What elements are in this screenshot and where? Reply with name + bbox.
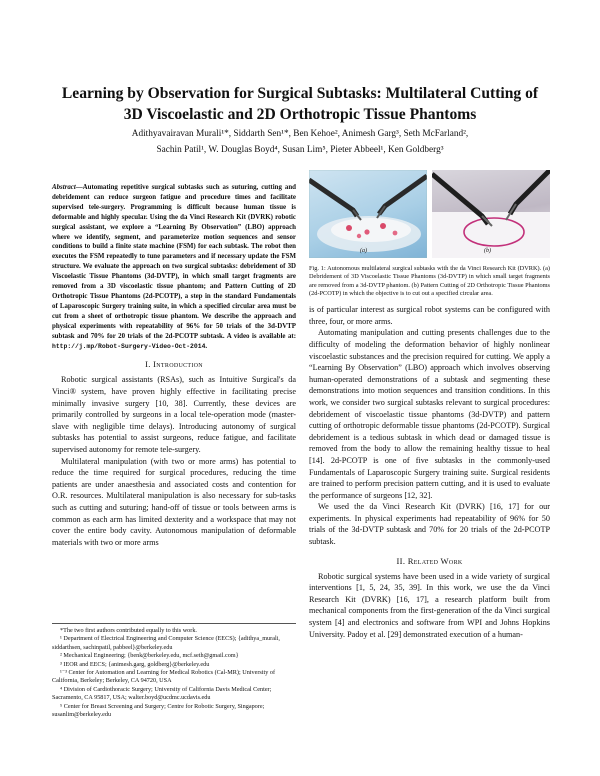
footnote: ¹⁻³ Center for Automation and Learning for Medical Robotics (Cal-MR); University of California, Berkeley; Berkeley, CA 94720, USA — [52, 669, 276, 685]
intro-paragraph-1: Robotic surgical assistants (RSAs), such as Intuitive Surgical's da Vinci® system, have proven highly effective in facilitating precise minimally invasive surgery [10, 38]. Currently, these devices are primarily controlled by surgeons in a local tele-operation mode (master-slave with negligible time delays). Introducing autonomy of surgical subtasks has potential to assist surgeons, reduce fatigue, and facilitate supervised autonomy for remote tele-surgery. — [52, 375, 296, 454]
video-link[interactable]: http://j.mp/Robot-Surgery-Video-Oct-2014 — [52, 342, 206, 350]
right-paragraph-2: Automating manipulation and cutting presents challenges due to the difficulty of modeling the deformation behavior of highly nonlinear viscoelastic substances and the precision required for cutting. We apply a “Learning By Observation” (LBO) approach which involves observing human-operated demonstrations of a subtask and segmenting these demonstrations into motion sequences and transition conditions. In this work, we consider two surgical subtasks relevant to surgical procedures: debridement of viscoelastic tissue phantoms (3d-DVTP) and pattern cutting of orthotropic deformable tissue phantoms (2d-PCOTP). Surgical debridement is a tedious subtask in which dead or damaged tissue is removed from the body to allow the remaining healthy tissue to heal [14]. 2d-PCOTP is one of five subtasks in the commonly-used Fundamentals of Laparoscopic Surgery training suite. Surgical residents are trained to perform precision pattern cutting, and it is used to evaluate the performance of surgeons [12, 32]. — [309, 328, 550, 500]
abstract: Abstract—Automating repetitive surgical subtasks such as suturing, cutting and debridement can reduce surgeon fatigue and procedure times and facilitate supervised tele-surgery. Programming is difficult because human tissue is deformable and highly specular. Using the da Vinci Research Kit (DVRK) robotic surgical assistant, we explore a “Learning By Observation” (LBO) approach where we identify, segment, and parameterize motion sequences and sensor conditions to build a finite state machine (FSM) for each subtask. The robot then executes the FSM repeatedly to tune parameters and if necessary update the FSM structure. We evaluate the approach on two surgical subtasks: debridement of 3D Viscoelastic Tissue Phantoms (3d-DVTP), in which small target fragments are removed from a 3D viscoelastic tissue phantom; and Pattern Cutting of 2D Orthotropic Tissue Phantoms (2d-PCOTP), a step in the standard Fundamentals of Laparoscopic Surgery training suite, in which a specified circular area must be cut from a sheet of orthotropic tissue phantom. We describe the approach and physical experiments with repeatability of 96% for 50 trials of the 3d-DVTP subtask and 70% for 20 trials of the 2d-PCOTP subtask. A video is available at: http://j.mp/Robot-Surgery-Video-Oct-2014. — [52, 184, 296, 350]
figure-caption: Fig. 1: Autonomous multilateral surgical subtasks with the da Vinci Research Kit (DVRK). (a) Debridement of 3D Viscoelastic Tissue Phantoms (3d-DVTP) in which small target fragments are removed from a 3d-DVTP phantom. (b) Pattern Cutting of 2D Orthotropic Tissue Phantoms (2d-PCOTP) in which the objective is to cut out a specified circular area. — [309, 265, 550, 297]
intro-paragraph-2: Multilateral manipulation (with two or more arms) has potential to reduce the time required for surgical procedures, reducing the time patients are under anaesthesia and associated costs and contention for O.R. resources. Multilateral manipulation is also necessary for sub-tasks such as cutting and suturing; hand-off of tissue or tools between arms is common as each arm has limited dexterity and a workspace that may not cover the entire body cavity. Autonomous manipulation of deformable materials with two or more arms — [52, 456, 296, 547]
footnotes — [52, 623, 296, 719]
section-1-title: Introduction — [153, 359, 203, 370]
section-2-number: II. — [396, 555, 406, 566]
footnote: ¹ Department of Electrical Engineering and Computer Science (EECS); {adithya_murali, siddarthsen, sachinpatil, pabbeel}@berkeley.edu — [52, 635, 280, 651]
footnote: *The two first authors contributed equally to this work. — [60, 627, 197, 634]
photo-debridement — [309, 170, 427, 258]
abstract-label: Abstract — [52, 184, 76, 191]
authors-line-2: Sachin Patil¹, W. Douglas Boyd⁴, Susan Lim⁵, Pieter Abbeel¹, Ken Goldberg³ — [156, 145, 444, 155]
title-line-1: Learning by Observation for Surgical Subtasks: Multilateral Cutting of — [61, 85, 539, 102]
right-column — [309, 170, 550, 640]
figure-label-a: (a) — [360, 248, 367, 254]
authors-line-1: Adithyavairavan Murali¹*, Siddarth Sen¹*, Ben Kehoe², Animesh Garg³, Seth McFarland², — [131, 129, 469, 139]
footnote: ³ IEOR and EECS; {animesh.garg, goldberg}@berkeley.edu — [60, 660, 210, 668]
section-1-number: I. — [145, 359, 151, 370]
section-2-title: Related Work — [407, 555, 463, 566]
section-heading-introduction — [52, 359, 296, 369]
footnote: ⁵ Center for Breast Screening and Surgery; Centre for Robotic Surgery, Singapore; susanlim@berkeley.edu — [52, 702, 265, 719]
right-paragraph-3: We used the da Vinci Research Kit (DVRK) [16, 17] for our experiments. In physical experiments had repeatability of 96% for 50 trials of the 3d-DVTP subtask and 70% for 20 trials of the 2d-PCOTP subtask. — [309, 502, 550, 547]
title-line-2: 3D Viscoelastic and 2D Orthotropic Tissue Phantoms — [123, 106, 477, 123]
figure-label-b: (b) — [484, 248, 491, 254]
figure-1 — [309, 170, 550, 265]
abstract-text: —Automating repetitive surgical subtasks such as suturing, cutting and debridement can reduce surgeon fatigue and procedure times and facilitate supervised tele-surgery. Programming is difficult because human tissue is deformable and highly specular. Using the da Vinci Research Kit (DVRK) robotic surgical assistant, we explore a “Learning By Observation” (LBO) approach where we identify, segment, and parameterize motion sequences and sensor conditions to build a finite state machine (FSM) for each subtask. The robot then executes the FSM repeatedly to tune parameters and if necessary update the FSM structure. We evaluate the approach on two surgical subtasks: debridement of 3D Viscoelastic Tissue Phantoms (3d-DVTP), in which small target fragments are removed from a 3D viscoelastic tissue phantom; and Pattern Cutting of 2D Orthotropic Tissue Phantoms (2d-PCOTP), a step in the standard Fundamentals of Laparoscopic Surgery training suite, in which a specified circular area must be cut from a sheet of orthotropic tissue phantom. We describe the approach and physical experiments with repeatability of 96% for 50 trials of the 3d-DVTP subtask and 70% for 20 trials of the 2d-PCOTP subtask. A video is available at: — [52, 184, 296, 340]
paper-title — [40, 83, 560, 125]
section-heading-related-work — [309, 556, 550, 566]
photo-pattern-cutting — [432, 170, 550, 258]
footnote: ⁴ Division of Cardiothoracic Surgery; University of California Davis Medical Center; Sacramento, CA 95817, USA; walter.boyd@ucdmc.ucdavis.edu — [52, 685, 272, 702]
related-paragraph-1: Robotic surgical systems have been used in a wide variety of surgical interventions [1, 5, 24, 35, 39]. In this work, we use the da Vinci Research Kit (DVRK) [16, 17], a research platform built from mechanical components from the first-generation of the da Vinci surgical system [4] and electronics and software from WPI and Johns Hopkins University. Padoy et al. [29] demonstrated execution of a human- — [309, 571, 550, 639]
author-list — [40, 126, 560, 158]
left-column — [52, 183, 296, 548]
footnote: ² Mechanical Engineering; {benk@berkeley.edu, mcf.seth@gmail.com} — [60, 652, 239, 660]
right-paragraph-1: is of particular interest as surgical robot systems can be configured with three, four, or more arms. — [309, 305, 550, 326]
